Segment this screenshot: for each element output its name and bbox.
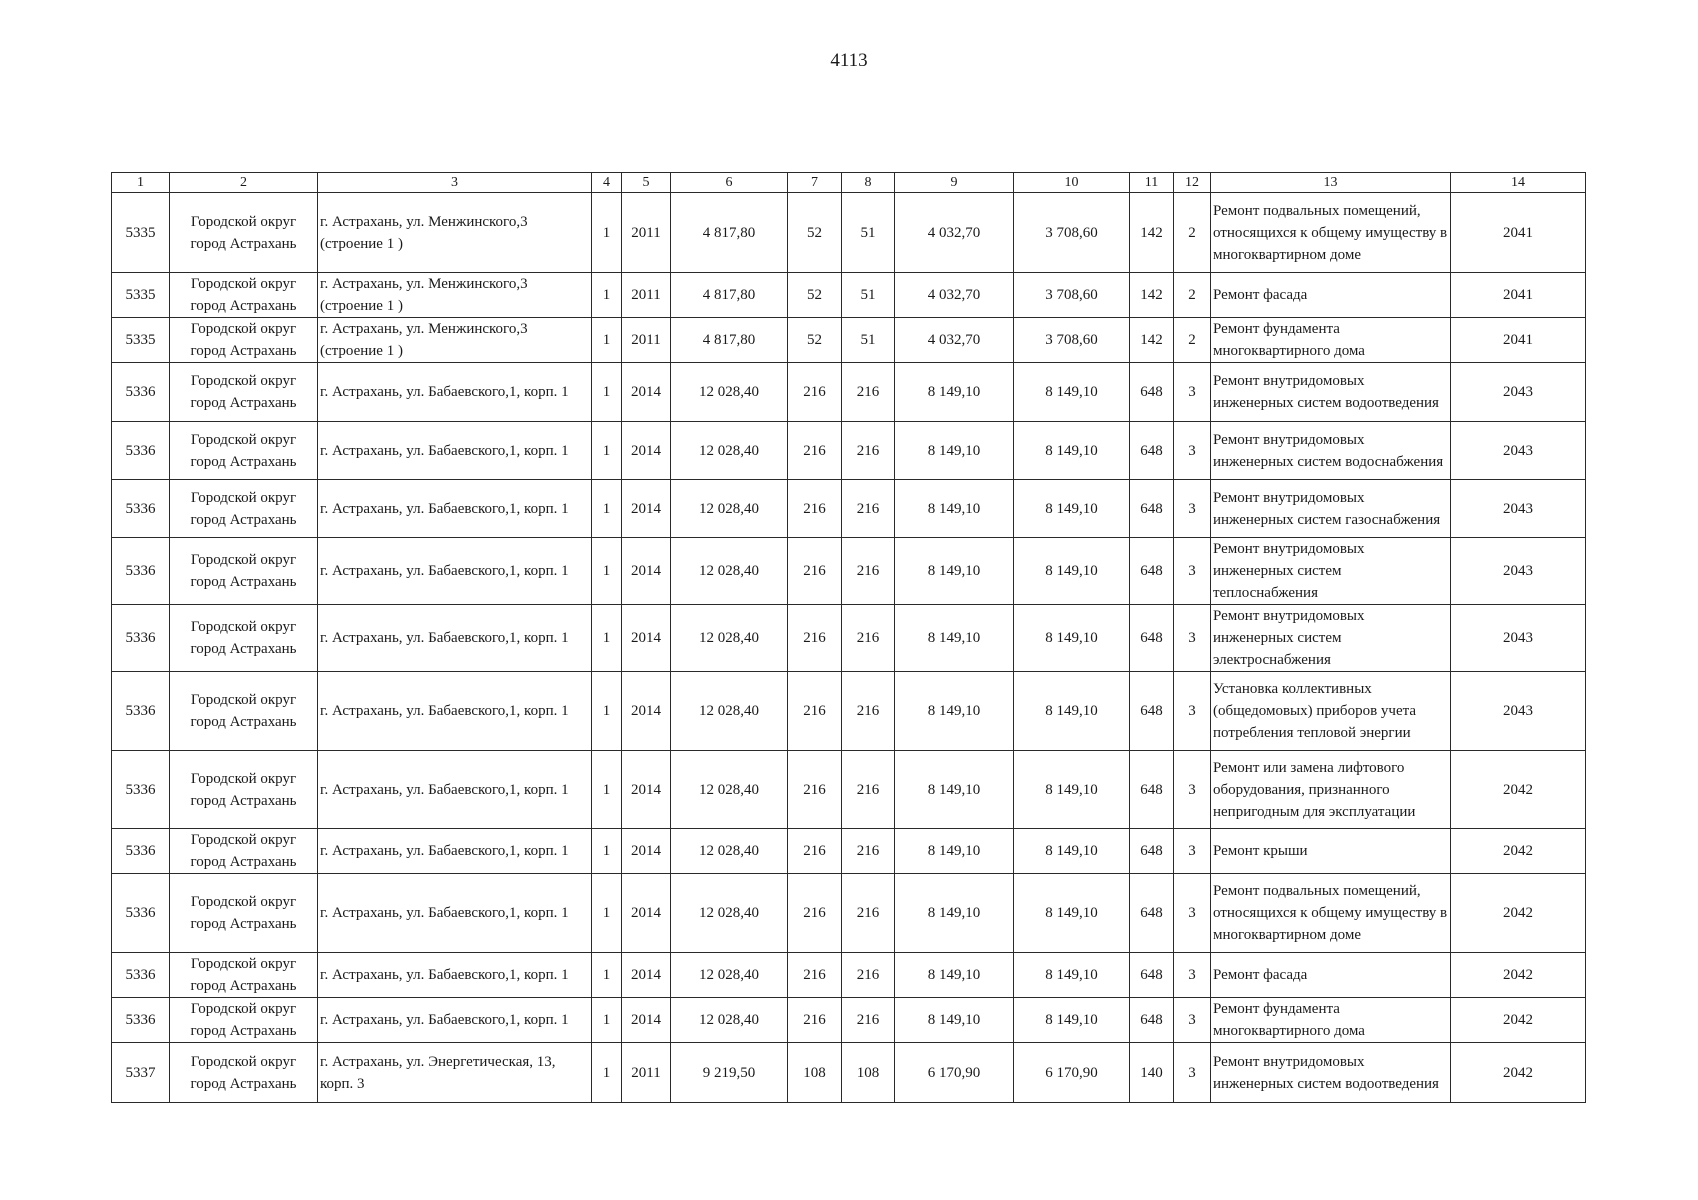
planned-year-cell: 2043 — [1451, 672, 1586, 751]
total-area-cell: 4 817,80 — [671, 318, 788, 363]
work-type-cell: Ремонт внутридомовых инженерных систем газоснабжения — [1211, 480, 1451, 538]
area-cell: 4 032,70 — [895, 193, 1014, 273]
planned-year-cell: 2042 — [1451, 998, 1586, 1043]
address-cell: г. Астрахань, ул. Бабаевского,1, корп. 1 — [318, 953, 592, 998]
year-cell: 2014 — [622, 672, 671, 751]
planned-year-cell: 2043 — [1451, 363, 1586, 422]
col4-cell: 1 — [592, 953, 622, 998]
area-cell: 8 149,10 — [895, 953, 1014, 998]
column-header: 1 — [112, 173, 170, 193]
col12-cell: 3 — [1174, 538, 1211, 605]
planned-year-cell: 2043 — [1451, 422, 1586, 480]
address-cell: г. Астрахань, ул. Бабаевского,1, корп. 1 — [318, 422, 592, 480]
row-number-cell: 5336 — [112, 538, 170, 605]
planned-year-cell: 2043 — [1451, 538, 1586, 605]
total-area-cell: 12 028,40 — [671, 953, 788, 998]
col11-cell: 648 — [1130, 998, 1174, 1043]
work-type-cell: Ремонт крыши — [1211, 829, 1451, 874]
col8-cell: 51 — [842, 273, 895, 318]
residential-area-cell: 8 149,10 — [1014, 363, 1130, 422]
residential-area-cell: 3 708,60 — [1014, 193, 1130, 273]
col4-cell: 1 — [592, 751, 622, 829]
municipality-cell: Городской округ город Астрахань — [170, 1043, 318, 1103]
municipality-cell: Городской округ город Астрахань — [170, 363, 318, 422]
col8-cell: 216 — [842, 422, 895, 480]
address-cell: г. Астрахань, ул. Менжинского,3 (строение 1 ) — [318, 193, 592, 273]
municipality-cell: Городской округ город Астрахань — [170, 480, 318, 538]
residential-area-cell: 6 170,90 — [1014, 1043, 1130, 1103]
area-cell: 8 149,10 — [895, 874, 1014, 953]
area-cell: 8 149,10 — [895, 998, 1014, 1043]
col4-cell: 1 — [592, 1043, 622, 1103]
column-header: 5 — [622, 173, 671, 193]
municipality-cell: Городской округ город Астрахань — [170, 273, 318, 318]
address-cell: г. Астрахань, ул. Бабаевского,1, корп. 1 — [318, 605, 592, 672]
residential-area-cell: 8 149,10 — [1014, 422, 1130, 480]
col8-cell: 51 — [842, 193, 895, 273]
col8-cell: 108 — [842, 1043, 895, 1103]
area-cell: 6 170,90 — [895, 1043, 1014, 1103]
year-cell: 2011 — [622, 273, 671, 318]
col4-cell: 1 — [592, 318, 622, 363]
address-cell: г. Астрахань, ул. Бабаевского,1, корп. 1 — [318, 751, 592, 829]
col7-cell: 216 — [788, 751, 842, 829]
row-number-cell: 5336 — [112, 829, 170, 874]
planned-year-cell: 2041 — [1451, 273, 1586, 318]
planned-year-cell: 2042 — [1451, 953, 1586, 998]
col8-cell: 216 — [842, 874, 895, 953]
year-cell: 2014 — [622, 829, 671, 874]
work-type-cell: Ремонт внутридомовых инженерных систем водоотведения — [1211, 363, 1451, 422]
municipality-cell: Городской округ город Астрахань — [170, 605, 318, 672]
col8-cell: 216 — [842, 998, 895, 1043]
year-cell: 2011 — [622, 318, 671, 363]
col8-cell: 51 — [842, 318, 895, 363]
total-area-cell: 9 219,50 — [671, 1043, 788, 1103]
column-header: 4 — [592, 173, 622, 193]
planned-year-cell: 2042 — [1451, 751, 1586, 829]
address-cell: г. Астрахань, ул. Менжинского,3 (строение 1 ) — [318, 318, 592, 363]
col8-cell: 216 — [842, 538, 895, 605]
column-number-row — [112, 173, 1586, 193]
col8-cell: 216 — [842, 672, 895, 751]
area-cell: 8 149,10 — [895, 829, 1014, 874]
municipality-cell: Городской округ город Астрахань — [170, 193, 318, 273]
table-row — [112, 953, 1586, 998]
residential-area-cell: 8 149,10 — [1014, 953, 1130, 998]
col11-cell: 140 — [1130, 1043, 1174, 1103]
table-row — [112, 422, 1586, 480]
area-cell: 8 149,10 — [895, 538, 1014, 605]
col11-cell: 142 — [1130, 193, 1174, 273]
col12-cell: 3 — [1174, 605, 1211, 672]
municipality-cell: Городской округ город Астрахань — [170, 874, 318, 953]
row-number-cell: 5335 — [112, 193, 170, 273]
total-area-cell: 4 817,80 — [671, 193, 788, 273]
area-cell: 8 149,10 — [895, 363, 1014, 422]
residential-area-cell: 3 708,60 — [1014, 273, 1130, 318]
col7-cell: 216 — [788, 538, 842, 605]
col7-cell: 216 — [788, 874, 842, 953]
col7-cell: 216 — [788, 829, 842, 874]
table-row — [112, 1043, 1586, 1103]
column-header: 12 — [1174, 173, 1211, 193]
work-type-cell: Ремонт внутридомовых инженерных систем теплоснабжения — [1211, 538, 1451, 605]
area-cell: 8 149,10 — [895, 480, 1014, 538]
work-type-cell: Установка коллективных (общедомовых) приборов учета потребления тепловой энергии — [1211, 672, 1451, 751]
area-cell: 4 032,70 — [895, 318, 1014, 363]
col7-cell: 52 — [788, 318, 842, 363]
table-row — [112, 998, 1586, 1043]
total-area-cell: 4 817,80 — [671, 273, 788, 318]
year-cell: 2011 — [622, 1043, 671, 1103]
table-row — [112, 480, 1586, 538]
col12-cell: 3 — [1174, 751, 1211, 829]
table-row — [112, 363, 1586, 422]
col7-cell: 216 — [788, 480, 842, 538]
address-cell: г. Астрахань, ул. Бабаевского,1, корп. 1 — [318, 998, 592, 1043]
col7-cell: 216 — [788, 422, 842, 480]
column-header: 7 — [788, 173, 842, 193]
col11-cell: 648 — [1130, 538, 1174, 605]
col12-cell: 3 — [1174, 422, 1211, 480]
col12-cell: 3 — [1174, 672, 1211, 751]
municipality-cell: Городской округ город Астрахань — [170, 672, 318, 751]
row-number-cell: 5336 — [112, 953, 170, 998]
col7-cell: 52 — [788, 273, 842, 318]
col12-cell: 3 — [1174, 480, 1211, 538]
column-header: 6 — [671, 173, 788, 193]
col4-cell: 1 — [592, 874, 622, 953]
total-area-cell: 12 028,40 — [671, 751, 788, 829]
planned-year-cell: 2041 — [1451, 318, 1586, 363]
column-header: 14 — [1451, 173, 1586, 193]
col11-cell: 648 — [1130, 874, 1174, 953]
table-row — [112, 874, 1586, 953]
year-cell: 2014 — [622, 874, 671, 953]
work-type-cell: Ремонт или замена лифтового оборудования, признанного непригодным для эксплуатации — [1211, 751, 1451, 829]
total-area-cell: 12 028,40 — [671, 874, 788, 953]
col4-cell: 1 — [592, 193, 622, 273]
address-cell: г. Астрахань, ул. Энергетическая, 13, корп. 3 — [318, 1043, 592, 1103]
col12-cell: 2 — [1174, 193, 1211, 273]
col11-cell: 648 — [1130, 363, 1174, 422]
residential-area-cell: 8 149,10 — [1014, 998, 1130, 1043]
total-area-cell: 12 028,40 — [671, 998, 788, 1043]
col12-cell: 3 — [1174, 829, 1211, 874]
col8-cell: 216 — [842, 605, 895, 672]
year-cell: 2014 — [622, 422, 671, 480]
work-type-cell: Ремонт фасада — [1211, 953, 1451, 998]
capital-repair-table — [111, 172, 1586, 1103]
column-header: 3 — [318, 173, 592, 193]
planned-year-cell: 2042 — [1451, 874, 1586, 953]
total-area-cell: 12 028,40 — [671, 422, 788, 480]
column-header: 13 — [1211, 173, 1451, 193]
col7-cell: 216 — [788, 672, 842, 751]
area-cell: 8 149,10 — [895, 751, 1014, 829]
municipality-cell: Городской округ город Астрахань — [170, 998, 318, 1043]
planned-year-cell: 2043 — [1451, 605, 1586, 672]
col11-cell: 648 — [1130, 953, 1174, 998]
address-cell: г. Астрахань, ул. Бабаевского,1, корп. 1 — [318, 829, 592, 874]
col8-cell: 216 — [842, 363, 895, 422]
column-header: 2 — [170, 173, 318, 193]
address-cell: г. Астрахань, ул. Менжинского,3 (строение 1 ) — [318, 273, 592, 318]
col12-cell: 3 — [1174, 874, 1211, 953]
total-area-cell: 12 028,40 — [671, 480, 788, 538]
col4-cell: 1 — [592, 422, 622, 480]
column-header: 10 — [1014, 173, 1130, 193]
col11-cell: 648 — [1130, 422, 1174, 480]
col4-cell: 1 — [592, 672, 622, 751]
total-area-cell: 12 028,40 — [671, 538, 788, 605]
table-row — [112, 751, 1586, 829]
year-cell: 2014 — [622, 538, 671, 605]
col8-cell: 216 — [842, 751, 895, 829]
table-row — [112, 605, 1586, 672]
total-area-cell: 12 028,40 — [671, 605, 788, 672]
residential-area-cell: 8 149,10 — [1014, 829, 1130, 874]
row-number-cell: 5336 — [112, 672, 170, 751]
table-row — [112, 672, 1586, 751]
table-row — [112, 193, 1586, 273]
column-header: 9 — [895, 173, 1014, 193]
col7-cell: 52 — [788, 193, 842, 273]
planned-year-cell: 2042 — [1451, 829, 1586, 874]
address-cell: г. Астрахань, ул. Бабаевского,1, корп. 1 — [318, 363, 592, 422]
work-type-cell: Ремонт внутридомовых инженерных систем водоотведения — [1211, 1043, 1451, 1103]
col11-cell: 142 — [1130, 318, 1174, 363]
area-cell: 8 149,10 — [895, 605, 1014, 672]
col12-cell: 3 — [1174, 1043, 1211, 1103]
municipality-cell: Городской округ город Астрахань — [170, 318, 318, 363]
col11-cell: 142 — [1130, 273, 1174, 318]
col11-cell: 648 — [1130, 672, 1174, 751]
row-number-cell: 5337 — [112, 1043, 170, 1103]
work-type-cell: Ремонт подвальных помещений, относящихся к общему имуществу в многоквартирном доме — [1211, 193, 1451, 273]
work-type-cell: Ремонт фундамента многоквартирного дома — [1211, 998, 1451, 1043]
row-number-cell: 5335 — [112, 318, 170, 363]
address-cell: г. Астрахань, ул. Бабаевского,1, корп. 1 — [318, 874, 592, 953]
row-number-cell: 5336 — [112, 480, 170, 538]
column-header: 11 — [1130, 173, 1174, 193]
residential-area-cell: 8 149,10 — [1014, 672, 1130, 751]
residential-area-cell: 8 149,10 — [1014, 751, 1130, 829]
row-number-cell: 5336 — [112, 605, 170, 672]
year-cell: 2014 — [622, 751, 671, 829]
address-cell: г. Астрахань, ул. Бабаевского,1, корп. 1 — [318, 672, 592, 751]
table-row — [112, 829, 1586, 874]
table-body — [112, 193, 1586, 1103]
municipality-cell: Городской округ город Астрахань — [170, 751, 318, 829]
address-cell: г. Астрахань, ул. Бабаевского,1, корп. 1 — [318, 538, 592, 605]
residential-area-cell: 8 149,10 — [1014, 605, 1130, 672]
table-row — [112, 318, 1586, 363]
col11-cell: 648 — [1130, 829, 1174, 874]
col11-cell: 648 — [1130, 480, 1174, 538]
row-number-cell: 5336 — [112, 998, 170, 1043]
row-number-cell: 5336 — [112, 874, 170, 953]
col4-cell: 1 — [592, 998, 622, 1043]
col8-cell: 216 — [842, 829, 895, 874]
col4-cell: 1 — [592, 538, 622, 605]
work-type-cell: Ремонт подвальных помещений, относящихся к общему имуществу в многоквартирном доме — [1211, 874, 1451, 953]
municipality-cell: Городской округ город Астрахань — [170, 422, 318, 480]
row-number-cell: 5336 — [112, 422, 170, 480]
planned-year-cell: 2043 — [1451, 480, 1586, 538]
residential-area-cell: 8 149,10 — [1014, 538, 1130, 605]
col7-cell: 216 — [788, 953, 842, 998]
col12-cell: 3 — [1174, 363, 1211, 422]
table-row — [112, 273, 1586, 318]
col7-cell: 108 — [788, 1043, 842, 1103]
area-cell: 8 149,10 — [895, 422, 1014, 480]
planned-year-cell: 2042 — [1451, 1043, 1586, 1103]
work-type-cell: Ремонт фасада — [1211, 273, 1451, 318]
page-number: 4113 — [830, 50, 868, 71]
area-cell: 8 149,10 — [895, 672, 1014, 751]
municipality-cell: Городской округ город Астрахань — [170, 829, 318, 874]
total-area-cell: 12 028,40 — [671, 672, 788, 751]
column-header: 8 — [842, 173, 895, 193]
table-row — [112, 538, 1586, 605]
col4-cell: 1 — [592, 363, 622, 422]
residential-area-cell: 8 149,10 — [1014, 480, 1130, 538]
area-cell: 4 032,70 — [895, 273, 1014, 318]
municipality-cell: Городской округ город Астрахань — [170, 953, 318, 998]
municipality-cell: Городской округ город Астрахань — [170, 538, 318, 605]
work-type-cell: Ремонт внутридомовых инженерных систем водоснабжения — [1211, 422, 1451, 480]
year-cell: 2014 — [622, 605, 671, 672]
col4-cell: 1 — [592, 829, 622, 874]
planned-year-cell: 2041 — [1451, 193, 1586, 273]
total-area-cell: 12 028,40 — [671, 363, 788, 422]
col4-cell: 1 — [592, 605, 622, 672]
col11-cell: 648 — [1130, 605, 1174, 672]
col4-cell: 1 — [592, 480, 622, 538]
col12-cell: 3 — [1174, 953, 1211, 998]
row-number-cell: 5336 — [112, 751, 170, 829]
residential-area-cell: 3 708,60 — [1014, 318, 1130, 363]
col7-cell: 216 — [788, 363, 842, 422]
row-number-cell: 5335 — [112, 273, 170, 318]
col12-cell: 3 — [1174, 998, 1211, 1043]
total-area-cell: 12 028,40 — [671, 829, 788, 874]
col12-cell: 2 — [1174, 318, 1211, 363]
row-number-cell: 5336 — [112, 363, 170, 422]
address-cell: г. Астрахань, ул. Бабаевского,1, корп. 1 — [318, 480, 592, 538]
residential-area-cell: 8 149,10 — [1014, 874, 1130, 953]
work-type-cell: Ремонт фундамента многоквартирного дома — [1211, 318, 1451, 363]
col8-cell: 216 — [842, 480, 895, 538]
year-cell: 2011 — [622, 193, 671, 273]
work-type-cell: Ремонт внутридомовых инженерных систем электроснабжения — [1211, 605, 1451, 672]
col8-cell: 216 — [842, 953, 895, 998]
col7-cell: 216 — [788, 998, 842, 1043]
year-cell: 2014 — [622, 363, 671, 422]
year-cell: 2014 — [622, 953, 671, 998]
col4-cell: 1 — [592, 273, 622, 318]
col7-cell: 216 — [788, 605, 842, 672]
col12-cell: 2 — [1174, 273, 1211, 318]
year-cell: 2014 — [622, 998, 671, 1043]
col11-cell: 648 — [1130, 751, 1174, 829]
year-cell: 2014 — [622, 480, 671, 538]
